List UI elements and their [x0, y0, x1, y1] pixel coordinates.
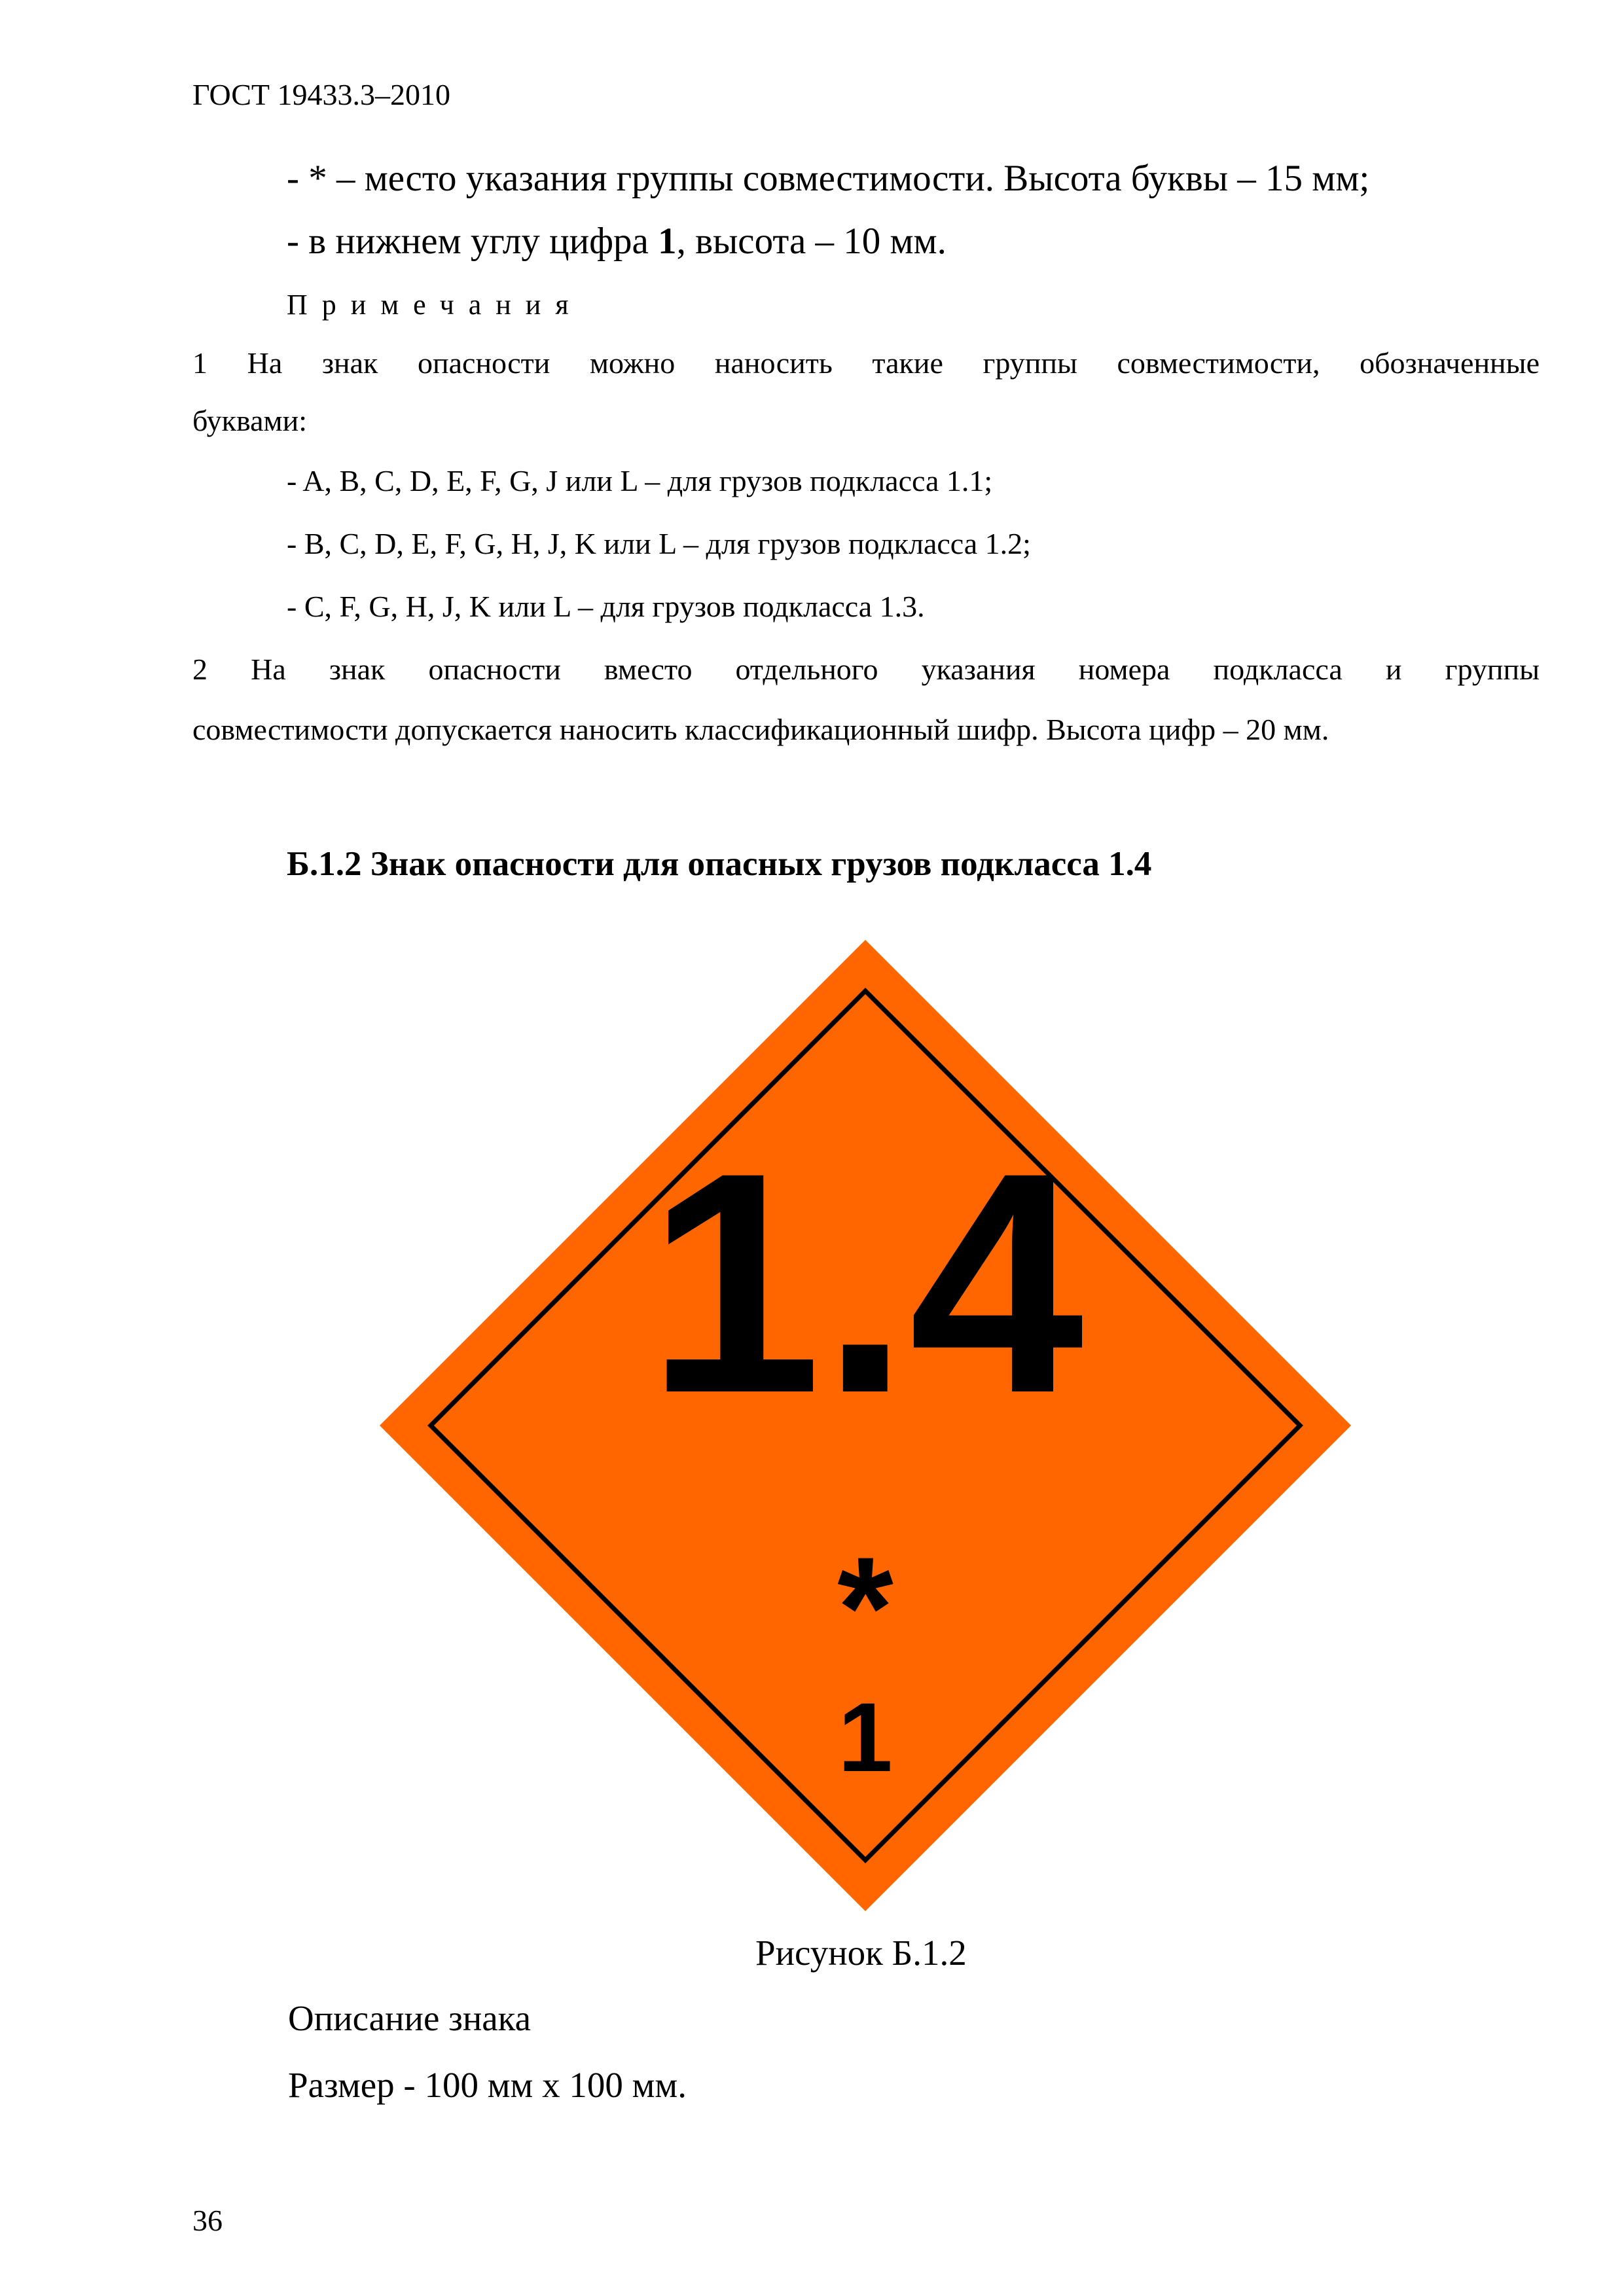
page-number: 36	[192, 2204, 223, 2237]
notes-title: Примечания	[287, 289, 583, 321]
class-number: 1	[838, 1682, 893, 1792]
note-1-line-1: 1 На знак опасности можно наносить такие группы совместимости, обозначенные	[192, 346, 1540, 380]
compatibility-mark-line: - * – место указания группы совместимости. Высота буквы – 15 мм;	[287, 158, 1370, 199]
note-list-item: - A, B, C, D, E, F, G, J или L – для грузов подкласса 1.1;	[287, 464, 993, 497]
note-1-line-2: буквами:	[192, 404, 308, 437]
sign-size: Размер - 100 мм х 100 мм.	[288, 2065, 687, 2105]
compatibility-group-mark: *	[837, 1527, 893, 1688]
hazard-sign-1-4	[380, 940, 1351, 1911]
note-2-line-1: 2 На знак опасности вместо отдельного указания номера подкласса и группы	[192, 653, 1540, 686]
note-list-item: - B, C, D, E, F, G, H, J, K или L – для грузов подкласса 1.2;	[287, 527, 1031, 560]
note-list-item: - C, F, G, H, J, K или L – для грузов подкласса 1.3.	[287, 590, 925, 623]
class-number-bold: 1	[658, 221, 677, 262]
document-header: ГОСТ 19433.3–2010	[192, 78, 451, 111]
class-number-line-suffix: , высота – 10 мм.	[676, 221, 947, 262]
division-number: 1.4	[647, 1107, 1084, 1458]
class-number-line-prefix: - в нижнем углу цифра	[287, 221, 659, 262]
note-2-line-2: совместимости допускается наносить классификационный шифр. Высота цифр – 20 мм.	[192, 713, 1329, 746]
class-number-line	[287, 220, 947, 262]
figure-caption: Рисунок Б.1.2	[755, 1933, 967, 1973]
sign-description-title: Описание знака	[288, 1998, 531, 2038]
section-title: Б.1.2 Знак опасности для опасных грузов подкласса 1.4	[287, 845, 1152, 883]
